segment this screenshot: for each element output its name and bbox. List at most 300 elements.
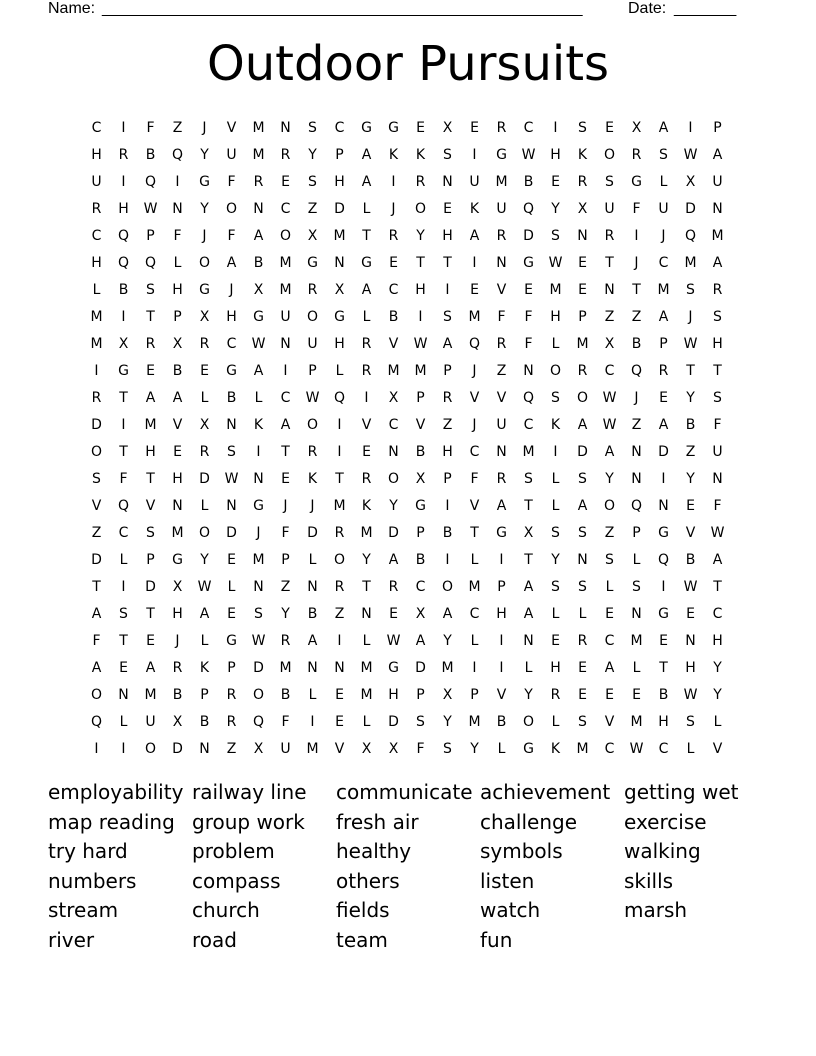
grid-letter: C: [658, 254, 669, 271]
grid-letter: R: [199, 443, 210, 460]
grid-letter: O: [333, 551, 346, 568]
grid-letter: L: [686, 740, 695, 757]
grid-letter: R: [280, 146, 291, 163]
grid-letter: K: [307, 470, 318, 487]
grid-letter: N: [388, 443, 399, 460]
grid-letter: N: [631, 470, 642, 487]
grid-letter: M: [333, 497, 346, 514]
grid-letter: B: [685, 416, 696, 433]
grid-letter: X: [172, 335, 183, 352]
grid-letter: Z: [172, 119, 183, 136]
grid-letter: K: [550, 416, 561, 433]
grid-letter: Z: [307, 200, 318, 217]
grid-letter: J: [634, 389, 639, 406]
grid-letter: A: [604, 443, 615, 460]
grid-letter: E: [686, 497, 695, 514]
grid-letter: G: [415, 497, 426, 514]
grid-row: [83, 681, 731, 708]
grid-letter: X: [199, 416, 210, 433]
grid-letter: O: [387, 470, 400, 487]
grid-letter: T: [362, 578, 371, 595]
grid-letter: M: [468, 308, 481, 325]
grid-letter: Y: [200, 551, 209, 568]
grid-letter: N: [280, 335, 291, 352]
grid-letter: L: [659, 173, 668, 190]
grid-letter: X: [388, 389, 399, 406]
grid-letter: L: [335, 362, 344, 379]
grid-letter: B: [523, 173, 534, 190]
grid-letter: I: [283, 362, 288, 379]
grid-letter: J: [688, 308, 693, 325]
grid-letter: Q: [684, 227, 697, 244]
grid-letter: P: [713, 119, 722, 136]
grid-letter: F: [524, 308, 533, 325]
grid-letter: T: [632, 281, 641, 298]
grid-letter: G: [631, 173, 642, 190]
grid-letter: N: [658, 497, 669, 514]
grid-letter: I: [472, 254, 477, 271]
grid-letter: P: [200, 686, 209, 703]
grid-letter: K: [577, 146, 588, 163]
grid-letter: S: [578, 119, 587, 136]
grid-letter: C: [523, 416, 534, 433]
grid-letter: B: [415, 551, 426, 568]
grid-letter: Z: [280, 578, 291, 595]
grid-letter: T: [146, 308, 155, 325]
grid-letter: H: [496, 605, 507, 622]
grid-letter: R: [91, 389, 102, 406]
grid-letter: T: [659, 659, 668, 676]
grid-letter: O: [549, 362, 562, 379]
name-field-line[interactable]: ______________________________________________________: [102, 0, 583, 17]
grid-letter: E: [686, 605, 695, 622]
grid-letter: E: [578, 686, 587, 703]
grid-letter: Q: [144, 254, 157, 271]
grid-letter: T: [686, 362, 695, 379]
grid-letter: P: [578, 308, 587, 325]
word-bank-item: church: [192, 898, 260, 923]
grid-letter: F: [713, 497, 722, 514]
grid-letter: W: [413, 335, 428, 352]
grid-letter: L: [551, 335, 560, 352]
grid-letter: B: [253, 254, 264, 271]
grid-letter: S: [146, 281, 155, 298]
grid-letter: Y: [389, 497, 398, 514]
word-bank-item: fields: [336, 898, 390, 923]
grid-letter: L: [497, 740, 506, 757]
grid-letter: P: [443, 470, 452, 487]
grid-letter: W: [602, 416, 617, 433]
grid-letter: R: [307, 281, 318, 298]
grid-letter: B: [442, 524, 453, 541]
grid-letter: I: [121, 416, 126, 433]
grid-letter: M: [90, 308, 103, 325]
grid-letter: N: [253, 578, 264, 595]
grid-letter: O: [198, 524, 211, 541]
grid-letter: Q: [117, 254, 130, 271]
grid-letter: R: [604, 227, 615, 244]
grid-letter: E: [659, 389, 668, 406]
grid-letter: F: [497, 308, 506, 325]
grid-letter: A: [442, 605, 453, 622]
grid-letter: T: [713, 362, 722, 379]
grid-letter: E: [335, 713, 344, 730]
grid-letter: D: [253, 659, 264, 676]
grid-letter: J: [661, 227, 666, 244]
grid-row: [83, 735, 731, 762]
grid-row: [83, 465, 731, 492]
grid-letter: S: [578, 713, 587, 730]
word-bank-item: employability: [48, 780, 184, 804]
grid-letter: I: [337, 416, 342, 433]
word-bank-item: fun: [480, 927, 513, 952]
grid-letter: Z: [604, 308, 615, 325]
grid-letter: H: [658, 713, 669, 730]
grid-letter: E: [443, 200, 452, 217]
grid-letter: H: [172, 470, 183, 487]
grid-letter: L: [713, 713, 722, 730]
grid-letter: B: [685, 551, 696, 568]
grid-letter: T: [281, 443, 290, 460]
grid-letter: C: [226, 335, 237, 352]
word-bank-item: railway line: [192, 780, 307, 804]
grid-letter: S: [713, 308, 722, 325]
grid-letter: A: [658, 308, 669, 325]
grid-letter: H: [334, 173, 345, 190]
name-label: Name:: [48, 0, 96, 17]
grid-letter: A: [307, 632, 318, 649]
grid-letter: P: [632, 524, 641, 541]
grid-letter: D: [523, 227, 534, 244]
grid-letter: V: [388, 335, 399, 352]
grid-letter: N: [685, 632, 696, 649]
grid-letter: A: [658, 119, 669, 136]
grid-letter: G: [496, 524, 507, 541]
grid-letter: N: [496, 443, 507, 460]
grid-letter: O: [603, 146, 616, 163]
grid-letter: T: [119, 632, 128, 649]
grid-letter: D: [91, 416, 102, 433]
grid-letter: F: [119, 470, 128, 487]
grid-letter: R: [415, 173, 426, 190]
grid-letter: L: [200, 497, 209, 514]
grid-letter: S: [551, 227, 560, 244]
grid-letter: N: [334, 659, 345, 676]
grid-letter: A: [577, 497, 588, 514]
grid-letter: K: [388, 146, 399, 163]
grid-letter: T: [713, 578, 722, 595]
grid-letter: I: [418, 308, 423, 325]
grid-letter: Q: [630, 497, 643, 514]
grid-letter: R: [334, 524, 345, 541]
grid-letter: X: [577, 200, 588, 217]
word-bank: [48, 778, 768, 956]
grid-letter: G: [172, 551, 183, 568]
grid-letter: R: [361, 335, 372, 352]
grid-letter: I: [553, 443, 558, 460]
grid-letter: D: [226, 524, 237, 541]
grid-letter: N: [604, 281, 615, 298]
word-bank-item: river: [48, 927, 95, 952]
grid-letter: W: [602, 389, 617, 406]
grid-letter: P: [227, 659, 236, 676]
grid-letter: D: [388, 524, 399, 541]
grid-row: [83, 249, 731, 276]
grid-letter: Q: [333, 389, 346, 406]
grid-letter: U: [712, 443, 723, 460]
grid-letter: N: [172, 497, 183, 514]
grid-letter: R: [91, 200, 102, 217]
grid-letter: B: [631, 335, 642, 352]
grid-letter: R: [442, 389, 453, 406]
grid-letter: E: [146, 632, 155, 649]
grid-letter: D: [91, 551, 102, 568]
grid-row: [83, 708, 731, 735]
grid-letter: U: [91, 173, 102, 190]
grid-letter: C: [91, 227, 102, 244]
grid-letter: P: [497, 578, 506, 595]
grid-letter: U: [145, 713, 156, 730]
grid-letter: D: [145, 578, 156, 595]
grid-letter: F: [227, 173, 236, 190]
grid-letter: U: [226, 146, 237, 163]
grid-letter: T: [470, 524, 479, 541]
grid-letter: O: [252, 686, 265, 703]
word-bank-item: watch: [480, 898, 541, 923]
grid-letter: U: [658, 200, 669, 217]
grid-letter: X: [199, 308, 210, 325]
grid-letter: Y: [524, 686, 533, 703]
grid-letter: W: [683, 578, 698, 595]
grid-letter: I: [121, 173, 126, 190]
grid-letter: Z: [91, 524, 102, 541]
grid-letter: Q: [522, 389, 535, 406]
grid-letter: Y: [551, 551, 560, 568]
grid-letter: I: [94, 362, 99, 379]
grid-letter: S: [308, 173, 317, 190]
grid-row: [83, 222, 731, 249]
grid-letter: J: [634, 254, 639, 271]
grid-letter: M: [414, 362, 427, 379]
grid-letter: S: [551, 524, 560, 541]
grid-letter: K: [253, 416, 264, 433]
grid-letter: Z: [631, 308, 642, 325]
grid-letter: R: [307, 443, 318, 460]
grid-letter: L: [254, 389, 263, 406]
grid-letter: P: [146, 551, 155, 568]
grid-letter: K: [361, 497, 372, 514]
grid-letter: L: [632, 659, 641, 676]
grid-letter: S: [416, 713, 425, 730]
grid-letter: T: [605, 254, 614, 271]
grid-letter: M: [387, 362, 400, 379]
grid-letter: D: [172, 740, 183, 757]
grid-letter: X: [442, 686, 453, 703]
grid-letter: C: [469, 605, 480, 622]
grid-letter: P: [416, 686, 425, 703]
grid-letter: N: [307, 578, 318, 595]
grid-letter: P: [443, 362, 452, 379]
grid-letter: E: [632, 686, 641, 703]
grid-letter: P: [659, 335, 668, 352]
grid-letter: I: [337, 632, 342, 649]
grid-letter: E: [578, 659, 587, 676]
grid-letter: A: [226, 254, 237, 271]
grid-letter: E: [524, 281, 533, 298]
grid-letter: O: [306, 308, 319, 325]
grid-letter: V: [172, 416, 183, 433]
grid-letter: E: [362, 443, 371, 460]
page-title: Outdoor Pursuits: [206, 36, 610, 92]
grid-letter: A: [145, 659, 156, 676]
grid-letter: S: [308, 119, 317, 136]
grid-letter: G: [658, 605, 669, 622]
grid-letter: R: [118, 146, 129, 163]
grid-letter: R: [334, 578, 345, 595]
grid-letter: Q: [630, 362, 643, 379]
grid-letter: R: [145, 335, 156, 352]
grid-letter: L: [470, 551, 479, 568]
grid-letter: V: [469, 497, 480, 514]
grid-letter: L: [551, 605, 560, 622]
grid-letter: Y: [686, 389, 695, 406]
word-bank-item: healthy: [336, 839, 412, 864]
grid-letter: S: [551, 389, 560, 406]
grid-letter: E: [119, 659, 128, 676]
grid-letter: M: [576, 335, 589, 352]
word-bank-item: compass: [192, 868, 281, 893]
grid-letter: A: [415, 632, 426, 649]
grid-letter: M: [90, 335, 103, 352]
grid-letter: M: [522, 443, 535, 460]
grid-letter: D: [334, 200, 345, 217]
grid-letter: S: [578, 524, 587, 541]
grid-letter: L: [551, 497, 560, 514]
word-bank-item: map reading: [48, 809, 175, 834]
word-bank-item: achievement: [480, 780, 611, 804]
grid-letter: I: [634, 227, 639, 244]
grid-letter: E: [659, 632, 668, 649]
grid-row: [83, 627, 731, 654]
grid-letter: T: [146, 470, 155, 487]
grid-letter: R: [280, 632, 291, 649]
grid-letter: R: [496, 470, 507, 487]
word-bank-item: stream: [48, 898, 119, 923]
grid-letter: L: [362, 308, 371, 325]
grid-letter: L: [119, 713, 128, 730]
grid-letter: L: [524, 659, 533, 676]
grid-letter: A: [388, 551, 399, 568]
grid-letter: E: [281, 173, 290, 190]
grid-letter: G: [388, 119, 399, 136]
grid-letter: I: [499, 659, 504, 676]
grid-letter: H: [388, 686, 399, 703]
grid-letter: T: [524, 497, 533, 514]
grid-row: [83, 384, 731, 411]
grid-letter: S: [551, 578, 560, 595]
grid-letter: L: [200, 389, 209, 406]
grid-letter: G: [226, 632, 237, 649]
grid-letter: J: [283, 497, 288, 514]
grid-letter: C: [604, 362, 615, 379]
grid-letter: H: [172, 605, 183, 622]
grid-row: [83, 519, 731, 546]
grid-letter: I: [499, 551, 504, 568]
grid-letter: T: [119, 443, 128, 460]
grid-letter: F: [632, 200, 641, 217]
grid-letter: C: [604, 740, 615, 757]
grid-letter: N: [334, 254, 345, 271]
grid-letter: O: [414, 200, 427, 217]
grid-letter: X: [523, 524, 534, 541]
grid-letter: A: [712, 551, 723, 568]
grid-letter: Y: [416, 227, 425, 244]
grid-letter: L: [92, 281, 101, 298]
grid-letter: N: [253, 470, 264, 487]
grid-letter: R: [361, 362, 372, 379]
grid-letter: T: [92, 578, 101, 595]
grid-letter: L: [308, 551, 317, 568]
grid-letter: E: [200, 362, 209, 379]
grid-letter: G: [658, 524, 669, 541]
grid-letter: H: [442, 227, 453, 244]
date-field-line[interactable]: _______: [674, 0, 737, 17]
letter-grid: [83, 114, 731, 762]
grid-row: [83, 654, 731, 681]
grid-letter: N: [712, 470, 723, 487]
grid-letter: S: [605, 173, 614, 190]
grid-letter: G: [361, 119, 372, 136]
grid-letter: B: [199, 713, 210, 730]
grid-letter: F: [281, 524, 290, 541]
grid-letter: Y: [281, 605, 290, 622]
grid-letter: O: [90, 443, 103, 460]
grid-letter: O: [198, 254, 211, 271]
grid-letter: F: [92, 632, 101, 649]
grid-letter: W: [251, 335, 266, 352]
grid-letter: X: [631, 119, 642, 136]
grid-letter: M: [360, 686, 373, 703]
grid-letter: N: [442, 173, 453, 190]
grid-letter: L: [308, 686, 317, 703]
grid-letter: R: [658, 362, 669, 379]
grid-letter: X: [685, 173, 696, 190]
grid-letter: V: [685, 524, 696, 541]
word-bank-item: challenge: [480, 809, 578, 834]
word-bank-item: walking: [624, 839, 701, 864]
grid-letter: V: [496, 389, 507, 406]
grid-letter: I: [310, 713, 315, 730]
grid-letter: B: [145, 146, 156, 163]
grid-letter: X: [253, 740, 264, 757]
grid-letter: A: [172, 389, 183, 406]
grid-letter: Y: [551, 200, 560, 217]
grid-letter: R: [631, 146, 642, 163]
grid-letter: P: [308, 362, 317, 379]
grid-letter: M: [144, 686, 157, 703]
grid-letter: O: [225, 200, 238, 217]
grid-letter: N: [226, 416, 237, 433]
grid-letter: N: [577, 227, 588, 244]
grid-letter: R: [388, 578, 399, 595]
grid-letter: M: [360, 524, 373, 541]
grid-letter: S: [605, 551, 614, 568]
grid-letter: J: [175, 632, 180, 649]
grid-letter: L: [470, 632, 479, 649]
grid-letter: N: [253, 200, 264, 217]
grid-letter: D: [685, 200, 696, 217]
grid-letter: R: [226, 686, 237, 703]
